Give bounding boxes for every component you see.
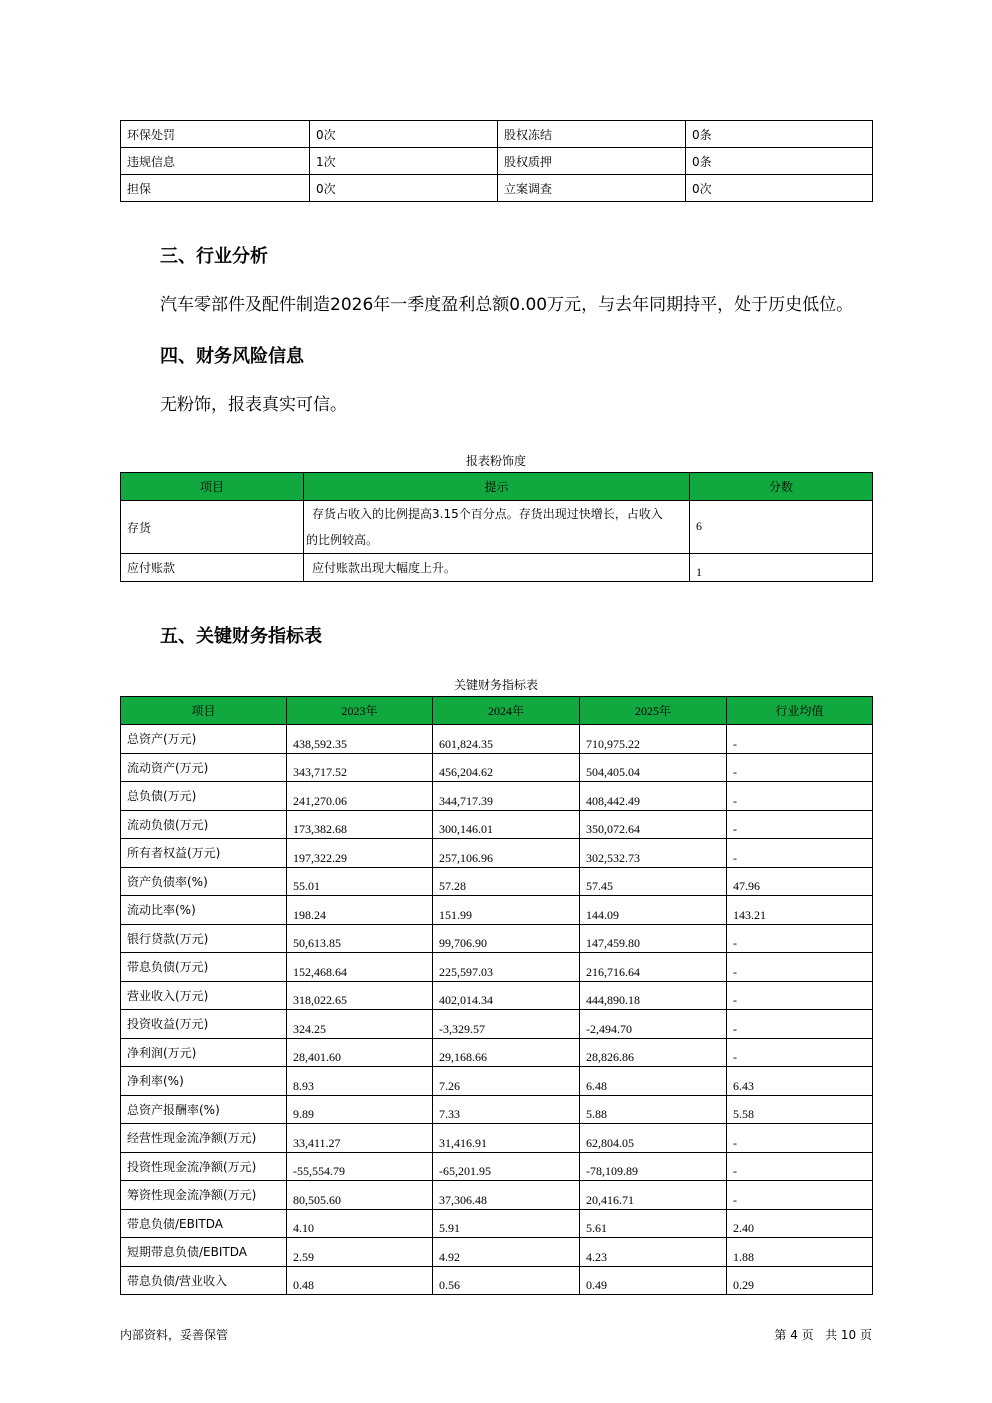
indicator-value-cell: 28,826.86 — [580, 1038, 727, 1067]
column-header: 项目 — [121, 697, 287, 725]
indicator-value-cell: 198.24 — [287, 896, 433, 925]
indicator-value-cell: 6.48 — [580, 1067, 727, 1096]
indicator-value-cell: 28,401.60 — [287, 1038, 433, 1067]
column-header-hint: 提示 — [304, 473, 690, 501]
table-row — [121, 148, 873, 175]
risk-label-cell: 股权冻结 — [498, 121, 686, 148]
rating-item-cell: 应付账款 — [121, 554, 304, 582]
indicator-value-cell: 29,168.66 — [433, 1038, 580, 1067]
indicator-value-cell: 99,706.90 — [433, 924, 580, 953]
table-row — [121, 782, 873, 811]
table-row — [121, 1209, 873, 1238]
table-row — [121, 1095, 873, 1124]
risk-value-cell: 0条 — [686, 148, 873, 175]
indicator-label-cell: 流动比率(%) — [121, 896, 287, 925]
column-header-score: 分数 — [690, 473, 873, 501]
fin-table-caption: 关键财务指标表 — [453, 678, 538, 692]
indicator-label-cell: 投资收益(万元) — [121, 1010, 287, 1039]
table-row — [121, 1124, 873, 1153]
indicator-value-cell: - — [727, 981, 873, 1010]
table-row — [121, 981, 873, 1010]
rating-hint-line: 的比例较高。 — [306, 533, 379, 547]
table-row — [121, 810, 873, 839]
risk-info-table — [120, 120, 873, 202]
indicator-value-cell: 57.45 — [580, 867, 727, 896]
indicator-value-cell: - — [727, 924, 873, 953]
indicator-label-cell: 营业收入(万元) — [121, 981, 287, 1010]
rating-table-caption: 报表粉饰度 — [465, 454, 526, 468]
indicator-value-cell: - — [727, 1010, 873, 1039]
fin-table-header-row — [121, 697, 873, 725]
rating-hint-line: 应付账款出现大幅度上升。 — [312, 560, 457, 575]
indicator-value-cell: -2,494.70 — [580, 1010, 727, 1039]
indicator-value-cell: 1.88 — [727, 1238, 873, 1267]
section-heading-key-indicators: 五、关键财务指标表 — [160, 626, 322, 647]
indicator-label-cell: 流动资产(万元) — [121, 753, 287, 782]
statement-embellishment-table — [120, 472, 873, 582]
indicator-value-cell: 47.96 — [727, 867, 873, 896]
indicator-value-cell: 5.58 — [727, 1095, 873, 1124]
indicator-label-cell: 带息负债(万元) — [121, 953, 287, 982]
indicator-value-cell: 4.92 — [433, 1238, 580, 1267]
indicator-value-cell: 7.26 — [433, 1067, 580, 1096]
rating-item-cell: 存货 — [121, 501, 304, 554]
indicator-value-cell: 324.25 — [287, 1010, 433, 1039]
table-row — [121, 896, 873, 925]
rating-hint-line: 存货占收入的比例提高3.15个百分点。存货出现过快增长，占收入 — [312, 507, 663, 521]
indicator-value-cell: - — [727, 953, 873, 982]
indicator-value-cell: 0.49 — [580, 1266, 727, 1295]
risk-info-table-body — [121, 121, 873, 202]
indicator-value-cell: 2.59 — [287, 1238, 433, 1267]
indicator-value-cell: 173,382.68 — [287, 810, 433, 839]
risk-value-cell: 0次 — [310, 175, 498, 202]
financial-risk-text: 无粉饰，报表真实可信。 — [160, 395, 347, 415]
footer-page-number: 第 4 页 共 10 页 — [774, 1328, 872, 1342]
indicator-value-cell: - — [727, 725, 873, 754]
rating-score-cell: 1 — [690, 554, 873, 582]
indicator-value-cell: 9.89 — [287, 1095, 433, 1124]
table-row — [121, 175, 873, 202]
section-heading-industry: 三、行业分析 — [160, 246, 268, 267]
indicator-value-cell: -65,201.95 — [433, 1152, 580, 1181]
indicator-value-cell: 601,824.35 — [433, 725, 580, 754]
indicator-value-cell: 80,505.60 — [287, 1181, 433, 1210]
footer-confidential-note: 内部资料，妥善保管 — [120, 1328, 229, 1342]
indicator-value-cell: 257,106.96 — [433, 839, 580, 868]
indicator-value-cell: - — [727, 839, 873, 868]
indicator-value-cell: 438,592.35 — [287, 725, 433, 754]
table-row — [121, 1181, 873, 1210]
indicator-value-cell: 344,717.39 — [433, 782, 580, 811]
table-row — [121, 753, 873, 782]
indicator-value-cell: 33,411.27 — [287, 1124, 433, 1153]
indicator-value-cell: 300,146.01 — [433, 810, 580, 839]
indicator-label-cell: 资产负债率(%) — [121, 867, 287, 896]
indicator-value-cell: 408,442.49 — [580, 782, 727, 811]
indicator-value-cell: -3,329.57 — [433, 1010, 580, 1039]
indicator-value-cell: 5.91 — [433, 1209, 580, 1238]
indicator-value-cell: 444,890.18 — [580, 981, 727, 1010]
indicator-label-cell: 经营性现金流净额(万元) — [121, 1124, 287, 1153]
indicator-label-cell: 净利润(万元) — [121, 1038, 287, 1067]
table-row — [121, 1238, 873, 1267]
risk-label-cell: 违规信息 — [121, 148, 310, 175]
indicator-value-cell: 0.48 — [287, 1266, 433, 1295]
indicator-value-cell: - — [727, 1181, 873, 1210]
indicator-value-cell: 0.56 — [433, 1266, 580, 1295]
indicator-value-cell: 0.29 — [727, 1266, 873, 1295]
rating-hint-cell — [304, 501, 690, 554]
indicator-value-cell: - — [727, 782, 873, 811]
indicator-value-cell: 4.23 — [580, 1238, 727, 1267]
indicator-label-cell: 银行贷款(万元) — [121, 924, 287, 953]
table-row — [121, 953, 873, 982]
indicator-label-cell: 带息负债/营业收入 — [121, 1266, 287, 1295]
indicator-label-cell: 投资性现金流净额(万元) — [121, 1152, 287, 1181]
indicator-label-cell: 筹资性现金流净额(万元) — [121, 1181, 287, 1210]
risk-value-cell: 0条 — [686, 121, 873, 148]
indicator-label-cell: 净利率(%) — [121, 1067, 287, 1096]
indicator-value-cell: 37,306.48 — [433, 1181, 580, 1210]
column-header: 2023年 — [287, 697, 433, 725]
rating-score-cell: 6 — [690, 501, 873, 554]
indicator-value-cell: 31,416.91 — [433, 1124, 580, 1153]
indicator-value-cell: 225,597.03 — [433, 953, 580, 982]
indicator-value-cell: 50,613.85 — [287, 924, 433, 953]
indicator-value-cell: 456,204.62 — [433, 753, 580, 782]
indicator-value-cell: 4.10 — [287, 1209, 433, 1238]
table-row — [121, 867, 873, 896]
indicator-value-cell: 241,270.06 — [287, 782, 433, 811]
risk-label-cell: 股权质押 — [498, 148, 686, 175]
table-row — [121, 1152, 873, 1181]
column-header: 2024年 — [433, 697, 580, 725]
indicator-value-cell: 343,717.52 — [287, 753, 433, 782]
indicator-value-cell: - — [727, 1124, 873, 1153]
indicator-value-cell: -55,554.79 — [287, 1152, 433, 1181]
industry-analysis-text: 汽车零部件及配件制造2026年一季度盈利总额0.00万元，与去年同期持平，处于历史低位。 — [160, 295, 854, 315]
risk-value-cell: 0次 — [310, 121, 498, 148]
risk-value-cell: 1次 — [310, 148, 498, 175]
indicator-value-cell: - — [727, 810, 873, 839]
indicator-value-cell: 350,072.64 — [580, 810, 727, 839]
column-header: 行业均值 — [727, 697, 873, 725]
indicator-value-cell: 8.93 — [287, 1067, 433, 1096]
indicator-value-cell: 2.40 — [727, 1209, 873, 1238]
table-row — [121, 1067, 873, 1096]
table-row — [121, 1010, 873, 1039]
risk-label-cell: 立案调查 — [498, 175, 686, 202]
indicator-label-cell: 总资产报酬率(%) — [121, 1095, 287, 1124]
indicator-value-cell: 152,468.64 — [287, 953, 433, 982]
indicator-value-cell: - — [727, 1038, 873, 1067]
indicator-value-cell: 143.21 — [727, 896, 873, 925]
indicator-label-cell: 流动负债(万元) — [121, 810, 287, 839]
indicator-value-cell: 302,532.73 — [580, 839, 727, 868]
column-header-item: 项目 — [121, 473, 304, 501]
indicator-value-cell: 504,405.04 — [580, 753, 727, 782]
indicator-value-cell: 402,014.34 — [433, 981, 580, 1010]
indicator-value-cell: 216,716.64 — [580, 953, 727, 982]
indicator-value-cell: 20,416.71 — [580, 1181, 727, 1210]
indicator-value-cell: - — [727, 1152, 873, 1181]
table-row — [121, 924, 873, 953]
indicator-value-cell: 710,975.22 — [580, 725, 727, 754]
indicator-label-cell: 带息负债/EBITDA — [121, 1209, 287, 1238]
table-row — [121, 725, 873, 754]
table-row — [121, 554, 873, 582]
indicator-value-cell: 197,322.29 — [287, 839, 433, 868]
rating-hint-cell — [304, 554, 690, 582]
risk-value-cell: 0次 — [686, 175, 873, 202]
fin-table-body — [121, 725, 873, 1295]
indicator-value-cell: 7.33 — [433, 1095, 580, 1124]
indicator-value-cell: 55.01 — [287, 867, 433, 896]
indicator-value-cell: 318,022.65 — [287, 981, 433, 1010]
table-row — [121, 839, 873, 868]
indicator-label-cell: 总资产(万元) — [121, 725, 287, 754]
indicator-value-cell: 57.28 — [433, 867, 580, 896]
section-heading-financial-risk: 四、财务风险信息 — [160, 346, 304, 367]
indicator-value-cell: -78,109.89 — [580, 1152, 727, 1181]
table-row — [121, 1038, 873, 1067]
indicator-label-cell: 短期带息负债/EBITDA — [121, 1238, 287, 1267]
indicator-value-cell: 6.43 — [727, 1067, 873, 1096]
risk-label-cell: 担保 — [121, 175, 310, 202]
indicator-label-cell: 总负债(万元) — [121, 782, 287, 811]
table-row — [121, 501, 873, 554]
key-financial-indicators-table — [120, 696, 873, 1295]
column-header: 2025年 — [580, 697, 727, 725]
indicator-value-cell: 151.99 — [433, 896, 580, 925]
table-row — [121, 121, 873, 148]
indicator-value-cell: 62,804.05 — [580, 1124, 727, 1153]
indicator-value-cell: 5.61 — [580, 1209, 727, 1238]
table-row — [121, 1266, 873, 1295]
indicator-label-cell: 所有者权益(万元) — [121, 839, 287, 868]
indicator-value-cell: 147,459.80 — [580, 924, 727, 953]
risk-label-cell: 环保处罚 — [121, 121, 310, 148]
indicator-value-cell: 144.09 — [580, 896, 727, 925]
indicator-value-cell: - — [727, 753, 873, 782]
indicator-value-cell: 5.88 — [580, 1095, 727, 1124]
